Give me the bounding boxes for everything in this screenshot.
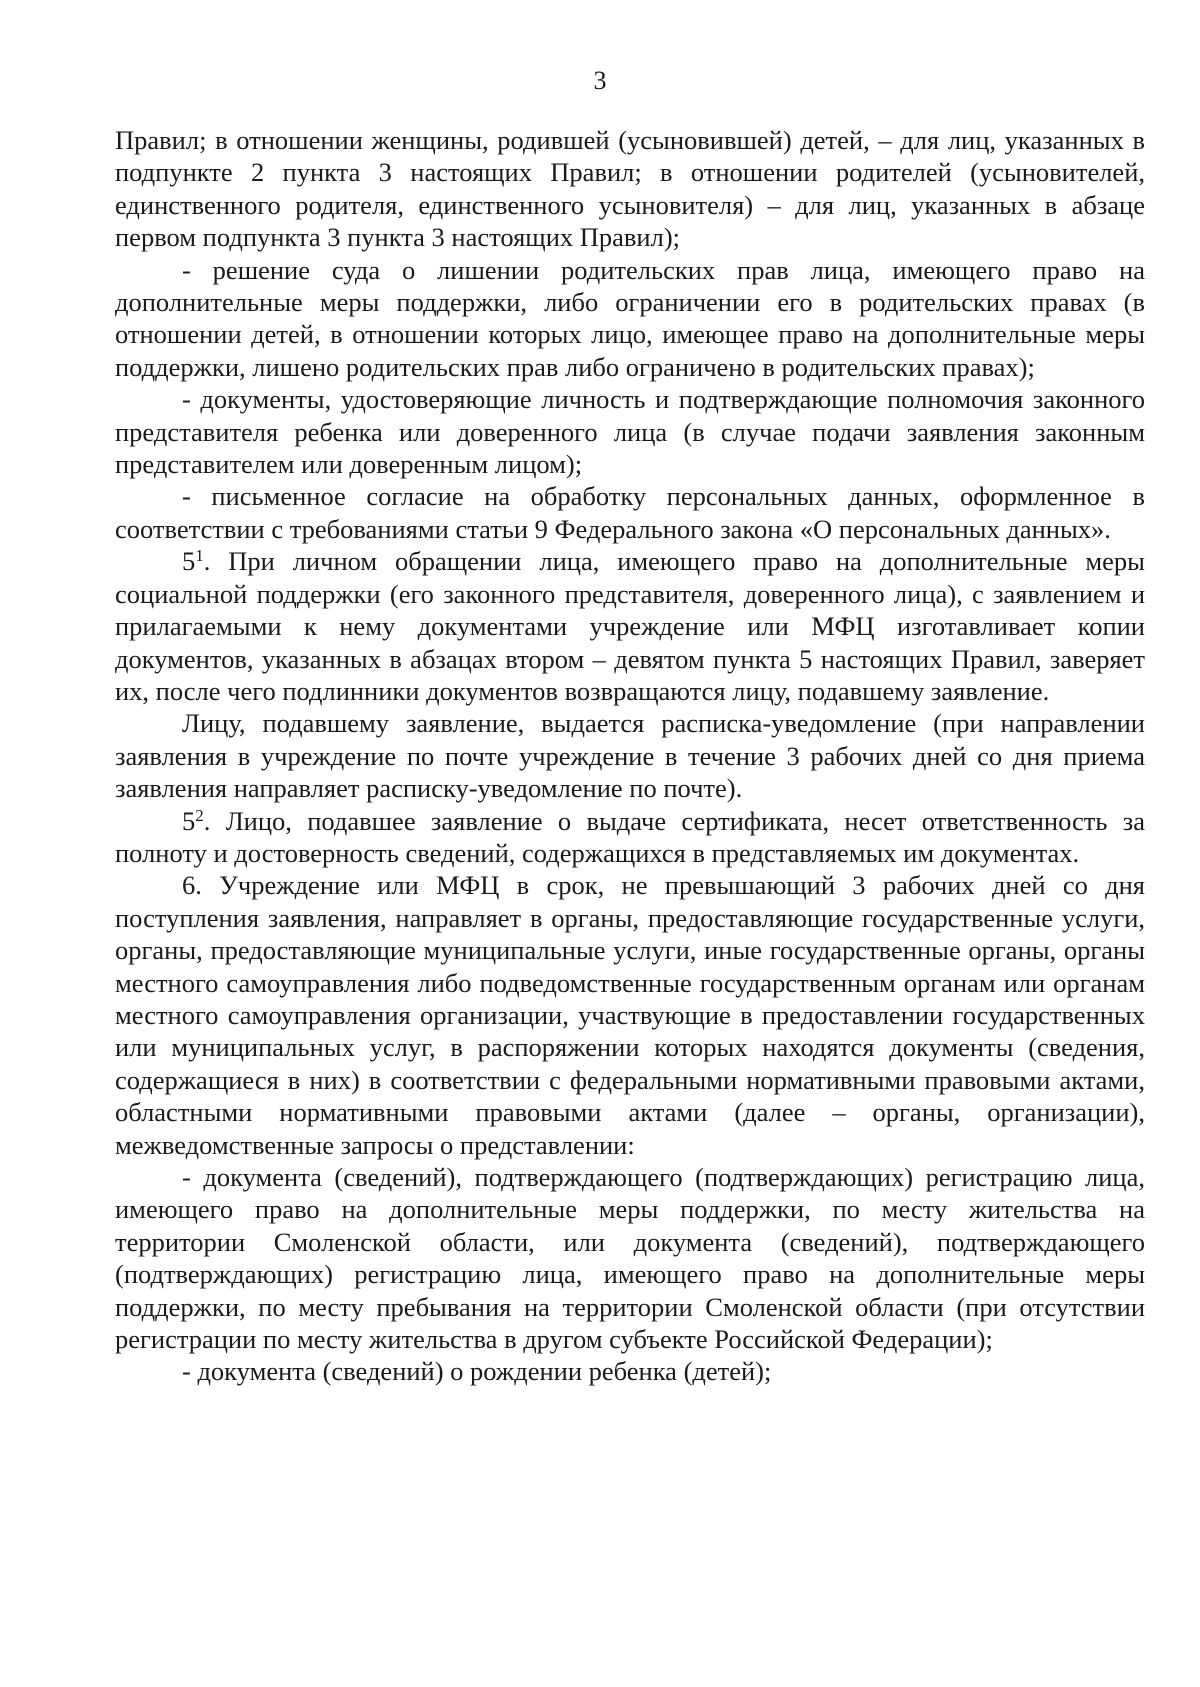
- paragraph-birth-request: [115, 1355, 1145, 1387]
- clause-superscript: 1: [195, 546, 204, 566]
- paragraph-text: - решение суда о лишении родительских прав лица, имеющего право на дополнительные меры поддержки, либо ограничении его в родительских правах (в отношении детей, в отношении которых лицо, имеющее право на дополнительные меры поддержки, лишено родительских прав либо ограничено в родительских правах);: [115, 254, 1145, 382]
- paragraph-continuation: [115, 124, 1145, 254]
- paragraph-text: 6. Учреждение или МФЦ в срок, не превышающий 3 рабочих дней со дня поступления заявления, направляет в органы, предоставляющие государственные услуги, органы, предоставляющие муниципальные услуги, иные государственные органы, органы местного самоуправления либо подведомственные государственным органам или органам местного самоуправления организации, участвующие в предоставлении государственных или муниципальных услуг, в распоряжении которых находятся документы (сведения, содержащиеся в них) в соответствии с федеральными нормативными правовыми актами, областными нормативными правовыми актами (далее – органы, организации), межведомственные запросы о представлении:: [115, 870, 1145, 1160]
- clause-superscript: 2: [195, 805, 204, 825]
- paragraph-consent: [115, 480, 1145, 545]
- clause-number: 5: [182, 805, 196, 836]
- paragraph-text: Правил; в отношении женщины, родившей (усыновившей) детей, – для лиц, указанных в подпункте 2 пункта 3 настоящих Правил; в отношении родителей (усыновителей, единственного родителя, единственного усыновителя) – для лиц, указанных в абзаце первом подпункта 3 пункта 3 настоящих Правил);: [115, 125, 1145, 253]
- paragraph-text: - документа (сведений), подтверждающего (подтверждающих) регистрацию лица, имеющего право на дополнительные меры поддержки, по месту жительства на территории Смоленской области, или документа (сведений), подтверждающего (подтверждающих) регистрацию лица, имеющего право на дополнительные меры поддержки, по месту пребывания на территории Смоленской области (при отсутствии регистрации по месту жительства в другом субъекте Российской Федерации);: [115, 1162, 1145, 1355]
- paragraph-text: Лицу, подавшему заявление, выдается расписка-уведомление (при направлении заявления в учреждение по почте учреждение в течение 3 рабочих дней со дня приема заявления направляет расписку-уведомление по почте).: [115, 708, 1145, 804]
- paragraph-text: - письменное согласие на обработку персональных данных, оформленное в соответствии с требованиями статьи 9 Федерального закона «О персональных данных».: [115, 481, 1145, 544]
- clause-number: 5: [182, 546, 196, 577]
- page-number: 3: [593, 66, 607, 95]
- paragraph-court-decision: [115, 254, 1145, 384]
- paragraph-5-1: [115, 545, 1145, 707]
- paragraph-text: . Лицо, подавшее заявление о выдаче сертификата, несет ответственность за полноту и достоверность сведений, содержащихся в представляемых им документах.: [115, 805, 1145, 868]
- paragraph-text: - документа (сведений) о рождении ребенка (детей);: [182, 1356, 772, 1387]
- paragraph-identity-documents: [115, 383, 1145, 480]
- paragraph-5-2: [115, 805, 1145, 870]
- document-body: [115, 124, 1145, 1388]
- paragraph-text: . При личном обращении лица, имеющего право на дополнительные меры социальной поддержки (его законного представителя, доверенного лица), с заявлением и прилагаемыми к нему документами учреждение или МФЦ изготавливает копии документов, указанных в абзацах втором – девятом пункта 5 настоящих Правил, заверяет их, после чего подлинники документов возвращаются лицу, подавшему заявление.: [115, 546, 1145, 706]
- paragraph-6: [115, 869, 1145, 1161]
- paragraph-registration-request: [115, 1161, 1145, 1355]
- paragraph-text: - документы, удостоверяющие личность и подтверждающие полномочия законного представителя ребенка или доверенного лица (в случае подачи заявления законным представителем или доверенным лицом);: [115, 384, 1145, 480]
- paragraph-receipt: [115, 707, 1145, 804]
